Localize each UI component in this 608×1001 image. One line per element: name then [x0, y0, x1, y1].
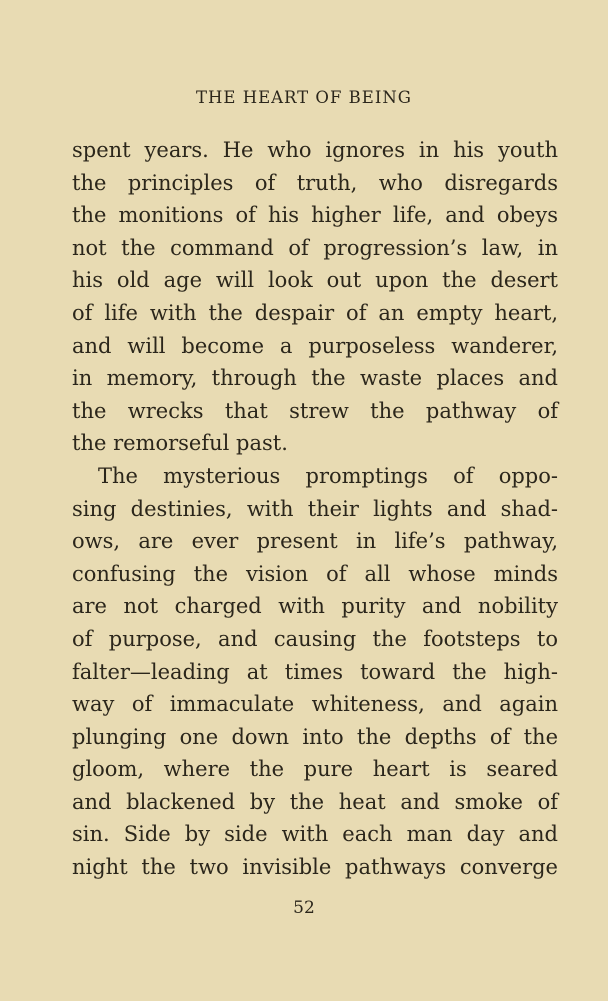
- page-number: 52: [293, 898, 315, 918]
- text-line: spent years. He who ignores in his youth: [72, 138, 558, 162]
- text-line: not the command of progression’s law, in: [72, 235, 558, 260]
- text-line: the remorseful past.: [72, 431, 288, 456]
- text-line: and will become a purposeless wanderer,: [72, 333, 558, 358]
- page-body: [72, 134, 558, 884]
- text-line: ows, are ever present in life’s pathway,: [72, 529, 558, 554]
- text-line: way of immaculate whiteness, and again: [72, 692, 558, 717]
- text-line: his old age will look out upon the desert: [72, 268, 558, 293]
- text-line: of life with the despair of an empty heart,: [72, 300, 558, 325]
- text-line: confusing the vision of all whose minds: [72, 561, 558, 586]
- text-line: plunging one down into the depths of the: [72, 724, 558, 749]
- text-line: sin. Side by side with each man day and: [72, 822, 558, 847]
- text-line: falter—leading at times toward the high-: [72, 659, 558, 684]
- text-line: The mysterious promptings of oppo-: [98, 463, 558, 488]
- text-line: are not charged with purity and nobility: [72, 594, 558, 619]
- text-line: the principles of truth, who disregards: [72, 170, 558, 195]
- text-line: of purpose, and causing the footsteps to: [72, 626, 558, 651]
- text-line: and blackened by the heat and smoke of: [72, 789, 558, 814]
- text-line: the monitions of his higher life, and obeys: [72, 203, 558, 228]
- text-line: the wrecks that strew the pathway of: [72, 398, 558, 423]
- text-line: in memory, through the waste places and: [72, 366, 558, 391]
- text-line: night the two invisible pathways converge: [72, 855, 558, 880]
- text-line: gloom, where the pure heart is seared: [72, 757, 558, 782]
- text-line: sing destinies, with their lights and shad-: [72, 496, 558, 521]
- running-header: THE HEART OF BEING: [196, 88, 412, 107]
